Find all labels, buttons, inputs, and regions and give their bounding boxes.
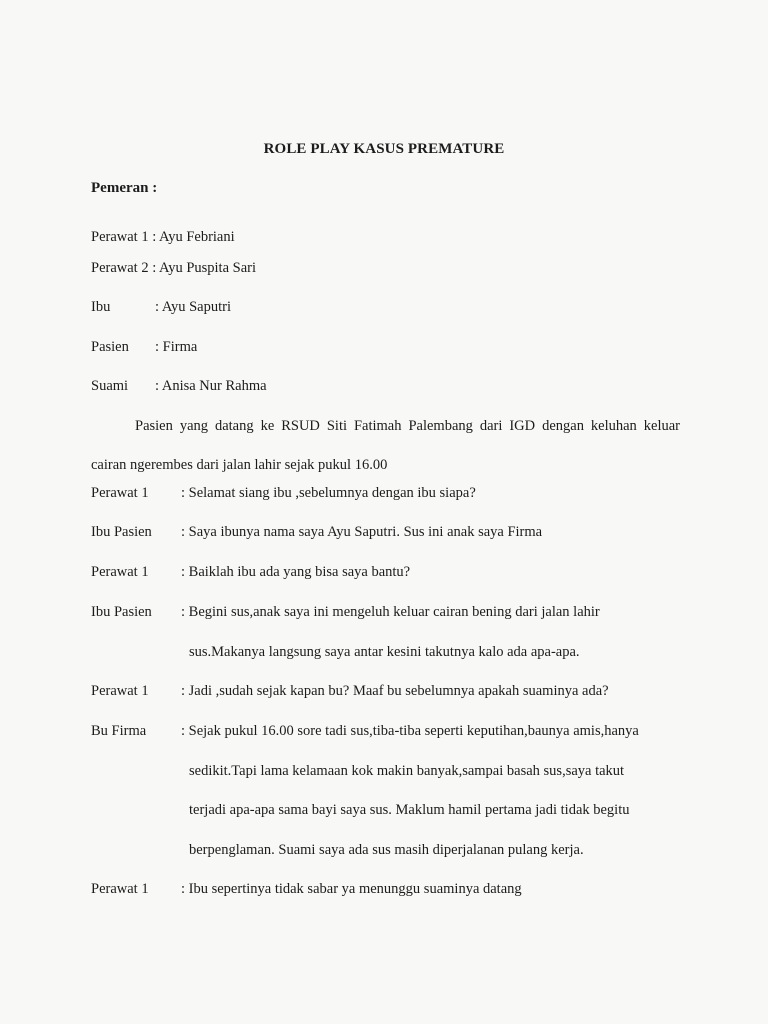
cast-name-pasien: : Firma <box>155 339 198 355</box>
narration-line-2: cairan ngerembes dari jalan lahir sejak pukul 16.00 <box>91 457 388 473</box>
cast-role-suami: Suami <box>91 378 129 394</box>
dialogue-speaker: Perawat 1 <box>91 683 149 699</box>
document-title: ROLE PLAY KASUS PREMATURE <box>263 141 505 157</box>
cast-name-ibu: : Ayu Saputri <box>155 299 232 315</box>
cast-line-perawat-1: Perawat 1 : Ayu Febriani <box>91 229 235 245</box>
dialogue-line-continued: sus.Makanya langsung saya antar kesini takutnya kalo ada apa-apa. <box>189 644 580 660</box>
dialogue-line: : Jadi ,sudah sejak kapan bu? Maaf bu sebelumnya apakah suaminya ada? <box>181 683 609 699</box>
dialogue-speaker: Perawat 1 <box>91 564 149 580</box>
dialogue-line-continued: sedikit.Tapi lama kelamaan kok makin banyak,sampai basah sus,saya takut <box>189 763 625 779</box>
dialogue-line: : Saya ibunya nama saya Ayu Saputri. Sus ini anak saya Firma <box>181 524 543 540</box>
dialogue-line-continued: berpenglaman. Suami saya ada sus masih diperjalanan pulang kerja. <box>189 842 584 858</box>
dialogue-speaker: Bu Firma <box>91 723 147 739</box>
dialogue-line-continued: terjadi apa-apa sama bayi saya sus. Maklum hamil pertama jadi tidak begitu <box>189 802 630 818</box>
dialogue-line: : Begini sus,anak saya ini mengeluh keluar cairan bening dari jalan lahir <box>181 604 600 620</box>
dialogue-speaker: Ibu Pasien <box>91 524 152 540</box>
dialogue-speaker: Perawat 1 <box>91 485 149 501</box>
dialogue-line: : Selamat siang ibu ,sebelumnya dengan ibu siapa? <box>181 485 476 501</box>
narration-line-1: Pasien yang datang ke RSUD Siti Fatimah Palembang dari IGD dengan keluhan keluar <box>135 418 680 434</box>
dialogue-line: : Ibu sepertinya tidak sabar ya menunggu suaminya datang <box>181 881 522 897</box>
dialogue-line: : Sejak pukul 16.00 sore tadi sus,tiba-tiba seperti keputihan,baunya amis,hanya <box>181 723 639 739</box>
cast-name-suami: : Anisa Nur Rahma <box>155 378 267 394</box>
cast-heading: Pemeran : <box>91 180 158 196</box>
cast-role-pasien: Pasien <box>91 339 129 355</box>
dialogue-line: : Baiklah ibu ada yang bisa saya bantu? <box>181 564 411 580</box>
dialogue-speaker: Perawat 1 <box>91 881 149 897</box>
cast-line-perawat-2: Perawat 2 : Ayu Puspita Sari <box>91 260 257 276</box>
dialogue-speaker: Ibu Pasien <box>91 604 152 620</box>
cast-role-ibu: Ibu <box>91 299 111 315</box>
